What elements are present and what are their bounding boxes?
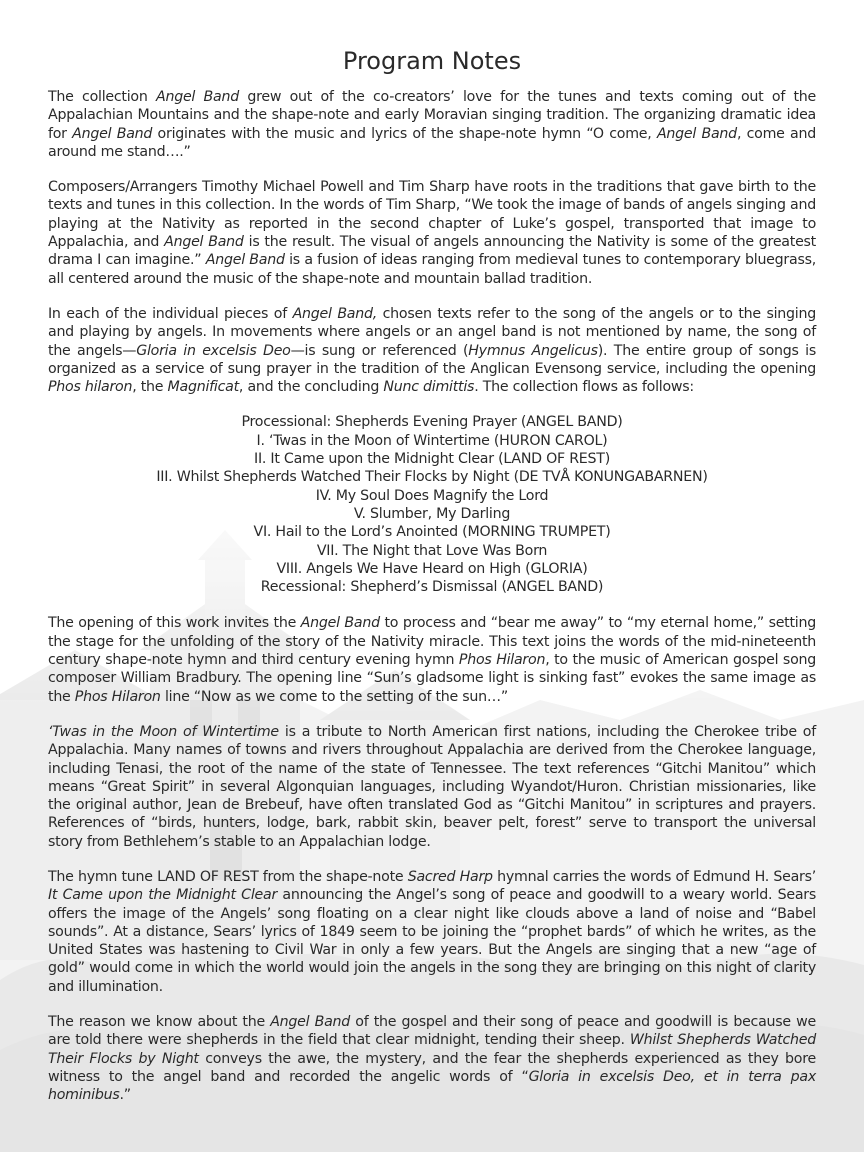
intro-paragraphs bbox=[48, 88, 816, 396]
italic-text-run: Angel Band bbox=[270, 1014, 351, 1031]
italic-text-run: Angel Band bbox=[72, 125, 153, 142]
italic-text-run: Angel Band, bbox=[292, 305, 378, 322]
text-run: is the result. The visual of angels announcing the Nativity is some of the greatest drama I can imagine.” bbox=[48, 234, 816, 269]
text-run: line “Now as we come to the setting of the sun…” bbox=[160, 688, 508, 705]
movement-item: VII. The Night that Love Was Born bbox=[316, 542, 548, 559]
paragraph bbox=[48, 723, 816, 851]
program-notes-page bbox=[48, 44, 816, 1122]
text-run: —is sung or referenced ( bbox=[290, 342, 469, 359]
paragraph bbox=[48, 178, 816, 288]
movement-notes bbox=[48, 614, 816, 1104]
italic-text-run: Nunc dimittis bbox=[383, 379, 475, 396]
italic-text-run: Phos Hilaron bbox=[74, 688, 161, 705]
italic-text-run: Sacred Harp bbox=[407, 868, 493, 885]
italic-text-run: Phos hilaron bbox=[48, 379, 133, 396]
text-run: announcing the Angel’s song of peace and goodwill to a weary world. Sears offers the image of the Angels’ song floating on a clear night like clouds above a land of noise and “Babel sounds”. At a distance, Sears’ lyrics of 1849 seem to be joining the “prophet bards” of which he writes, as the United States was hastening to Civil War in only a few years. But the Angels are singing that a new “age of gold” would come in which the world would join the angels in the song they are bringing on this night of clarity and illumination. bbox=[48, 887, 816, 995]
text-run: is a fusion of ideas ranging from medieval tunes to contemporary bluegrass, all centered around the music of the shape-note and mountain ballad tradition. bbox=[48, 252, 816, 287]
text-run: , the bbox=[132, 379, 168, 396]
movement-item: II. It Came upon the Midnight Clear (LAND OF REST) bbox=[254, 451, 610, 468]
text-run: conveys the awe, the mystery, and the fear the shepherds experienced as they bore witness to the angel band and recorded the angelic words of “ bbox=[48, 1050, 816, 1085]
italic-text-run: Gloria in excelsis Deo bbox=[136, 342, 291, 359]
movement-item: VI. Hail to the Lord’s Anointed (MORNING TRUMPET) bbox=[253, 524, 611, 541]
italic-text-run: Angel Band bbox=[164, 234, 244, 251]
paragraph bbox=[48, 868, 816, 996]
movement-item: I. ‘Twas in the Moon of Wintertime (HURON CAROL) bbox=[256, 432, 608, 449]
italic-text-run: Phos Hilaron bbox=[458, 652, 546, 669]
italic-text-run: ‘Twas in the Moon of Wintertime bbox=[48, 723, 279, 740]
italic-text-run: Gloria in excelsis Deo, et in terra pax hominibus bbox=[48, 1068, 816, 1104]
movement-item: III. Whilst Shepherds Watched Their Flocks by Night (DE TVÅ KONUNGABARNEN) bbox=[156, 469, 708, 486]
paragraph bbox=[48, 305, 816, 396]
page-title: Program Notes bbox=[342, 47, 522, 75]
italic-text-run: Angel Band bbox=[205, 252, 285, 269]
movement-item: Processional: Shepherds Evening Prayer (ANGEL BAND) bbox=[241, 414, 623, 431]
movement-item: V. Slumber, My Darling bbox=[353, 505, 511, 522]
text-run: Composers/Arrangers Timothy Michael Powell and Tim Sharp have roots in the traditions that gave birth to the texts and tunes in this collection. In the words of Tim Sharp, “We took the image of bands of angels singing and playing at the Nativity as reported in the second chapter of Luke’s gospel, transported that image to Appalachia, and bbox=[48, 179, 816, 251]
text-run: originates with the music and lyrics of the shape-note hymn “O come, bbox=[152, 125, 657, 142]
text-run: .” bbox=[119, 1087, 131, 1104]
text-run: grew out of the co-creators’ love for the tunes and texts coming out of the Appalachian Mountains and the shape-note and early Moravian singing tradition. The organizing dramatic idea for bbox=[48, 89, 816, 142]
italic-text-run: Angel Band bbox=[156, 89, 239, 105]
italic-text-run: It Came upon the Midnight Clear bbox=[48, 887, 278, 904]
paragraph bbox=[48, 88, 816, 161]
text-run: The opening of this work invites the bbox=[48, 615, 301, 632]
movement-item: VIII. Angels We Have Heard on High (GLORIA) bbox=[276, 560, 588, 577]
text-run: . The collection flows as follows: bbox=[474, 379, 694, 396]
italic-text-run: Angel Band bbox=[656, 125, 737, 142]
movement-item: IV. My Soul Does Magnify the Lord bbox=[315, 487, 549, 504]
text-run: , and the concluding bbox=[238, 379, 384, 396]
italic-text-run: Hymnus Angelicus bbox=[468, 342, 598, 359]
text-run: , to the music of American gospel song composer William Bradbury. The opening line “Sun’s gladsome light is sinking fast” evokes the same image as the bbox=[48, 652, 816, 705]
text-run: of the gospel and their song of peace and goodwill is because we are told there were shepherds in the field that clear midnight, tending their sheep. bbox=[48, 1014, 816, 1049]
italic-text-run: Whilst Shepherds Watched Their Flocks by Night bbox=[48, 1032, 816, 1067]
paragraph bbox=[48, 1013, 816, 1104]
paragraph bbox=[48, 614, 816, 705]
text-run: , come and around me stand….” bbox=[48, 125, 816, 160]
text-run: hymnal carries the words of Edmund H. Sears’ bbox=[492, 868, 817, 885]
text-run: The hymn tune LAND OF REST from the shape-note bbox=[48, 868, 408, 885]
text-run: is a tribute to North American first nations, including the Cherokee tribe of Appalachia. Many names of towns and rivers throughout Appalachia are derived from the Cherokee language, including Tenasi, the root of the name of the state of Tennessee. The text references “Gitchi Manitou” which means “Great Spirit” in several Algonquian languages, including Wyandot/Huron. Christian missionaries, like the original author, Jean de Brebeuf, have often translated God as “Gitchi Manitou” in scriptures and prayers. References of “birds, hunters, lodge, bark, rabbit skin, beaver pelt, forest” serve to transport the universal story from Bethlehem’s stable to an Appalachian lodge. bbox=[48, 723, 816, 850]
italic-text-run: Magnificat bbox=[167, 379, 239, 396]
text-run: chosen texts refer to the song of the angels or to the singing and playing by angels. In movements where angels or an angel band is not mentioned by name, the song of the angels— bbox=[48, 305, 816, 359]
text-run: In each of the individual pieces of bbox=[48, 305, 293, 322]
text-run: to process and “bear me away” to “my eternal home,” setting the stage for the unfolding of the story of the Nativity miracle. This text joins the words of the mid-nineteenth century shape-note hymn and third century evening hymn bbox=[48, 615, 816, 669]
text-run: The reason we know about the bbox=[48, 1014, 271, 1031]
italic-text-run: Angel Band bbox=[300, 615, 380, 632]
movement-list bbox=[48, 413, 816, 596]
text-run: The collection bbox=[48, 89, 156, 105]
text-run: ). The entire group of songs is organized as a service of sung prayer in the tradition of the Anglican Evensong service, including the opening bbox=[48, 342, 817, 377]
movement-item: Recessional: Shepherd’s Dismissal (ANGEL BAND) bbox=[260, 579, 604, 596]
